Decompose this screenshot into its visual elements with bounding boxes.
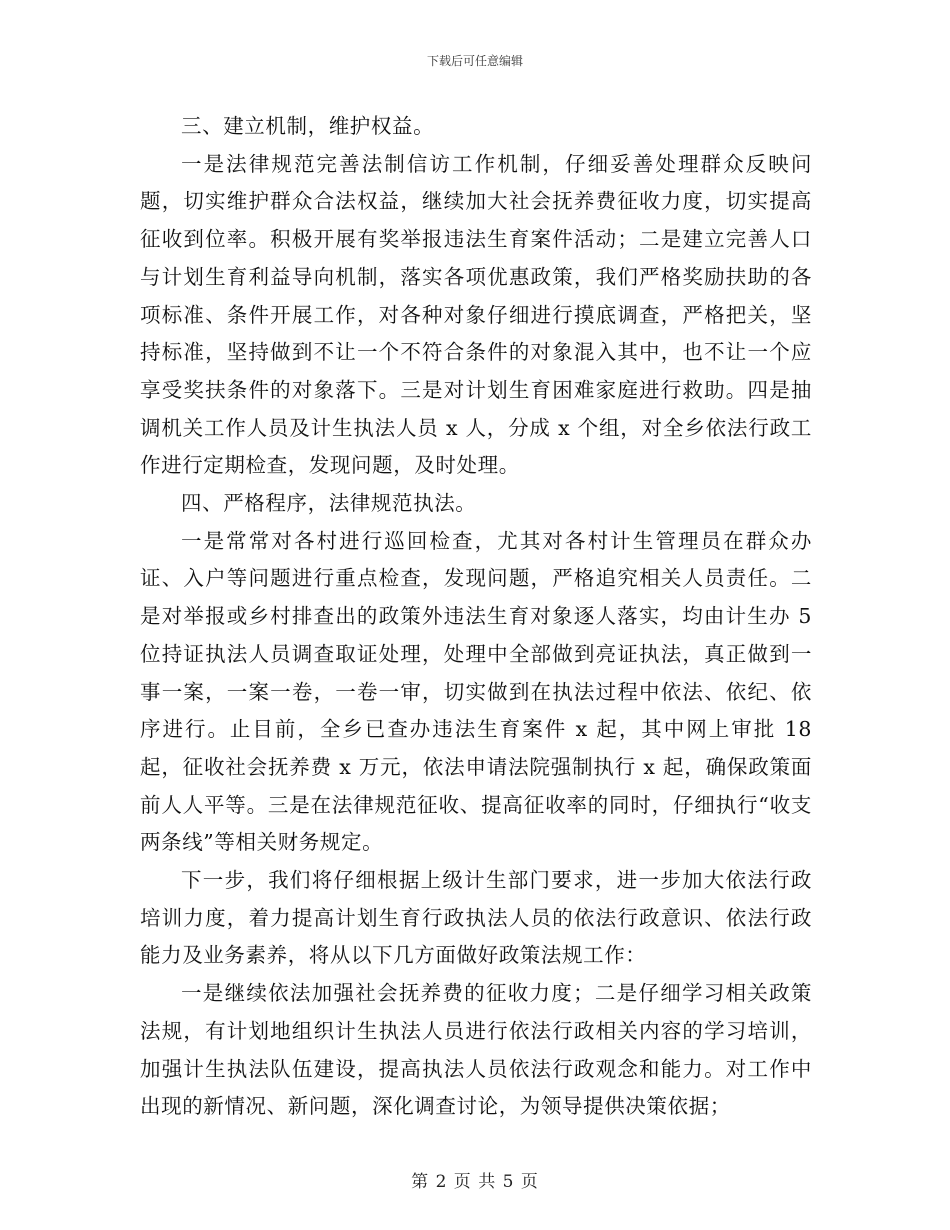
page-header: 下载后可任意编辑 xyxy=(426,54,523,68)
paragraph: 下一步，我们将仔细根据上级计生部门要求，进一步加大依法行政培训力度，着力提高计划生育行政执法人员的依法行政意识、依法行政能力及业务素养，将从以下几方面做好政策法规工作： xyxy=(140,868,812,968)
section-heading-3: 三、建立机制，维护权益。 xyxy=(181,114,435,138)
paragraph: 一是继续依法加强社会抚养费的征收力度；二是仔细学习相关政策法规，有计划地组织计生执法人员进行依法行政相关内容的学习培训，加强计生执法队伍建设，提高执法人员依法行政观念和能力。对工作中出现的新情况、新问题，深化调查讨论，为领导提供决策依据； xyxy=(140,981,812,1119)
document-body xyxy=(140,108,812,1126)
section-heading-4: 四、严格程序，法律规范执法。 xyxy=(181,491,477,516)
page-footer: 第 2 页 共 5 页 xyxy=(411,1172,539,1192)
paragraph: 一是常常对各村进行巡回检查，尤其对各村计生管理员在群众办证、入户等问题进行重点检查，发现问题，严格追究相关人员责任。二是对举报或乡村排查出的政策外违法生育对象逐人落实，均由计生办 5 位持证执法人员调查取证处理，处理中全部做到亮证执法，真正做到一事一案，一案一卷，一卷一审，切实做到在执法过程中依法、依纪、依序进行。止目前，全乡已查办违法生育案件 x 起，其中网上审批 18 起，征收社会抚养费 x 万元，依法申请法院强制执行 x 起，确保政策面前人人平等。三是在法律规范征收、提高征收率的同时，仔细执行“收支两条线”等相关财务规定。 xyxy=(140,528,812,855)
paragraph: 一是法律规范完善法制信访工作机制，仔细妥善处理群众反映问题，切实维护群众合法权益，继续加大社会抚养费征收力度，切实提高征收到位率。积极开展有奖举报违法生育案件活动；二是建立完善人口与计划生育利益导向机制，落实各项优惠政策，我们严格奖励扶助的各项标准、条件开展工作，对各种对象仔细进行摸底调查，严格把关，坚持标准，坚持做到不让一个不符合条件的对象混入其中，也不让一个应享受奖扶条件的对象落下。三是对计划生育困难家庭进行救助。四是抽调机关工作人员及计生执法人员 x 人，分成 x 个组，对全乡依法行政工作进行定期检查，发现问题，及时处理。 xyxy=(140,151,812,478)
